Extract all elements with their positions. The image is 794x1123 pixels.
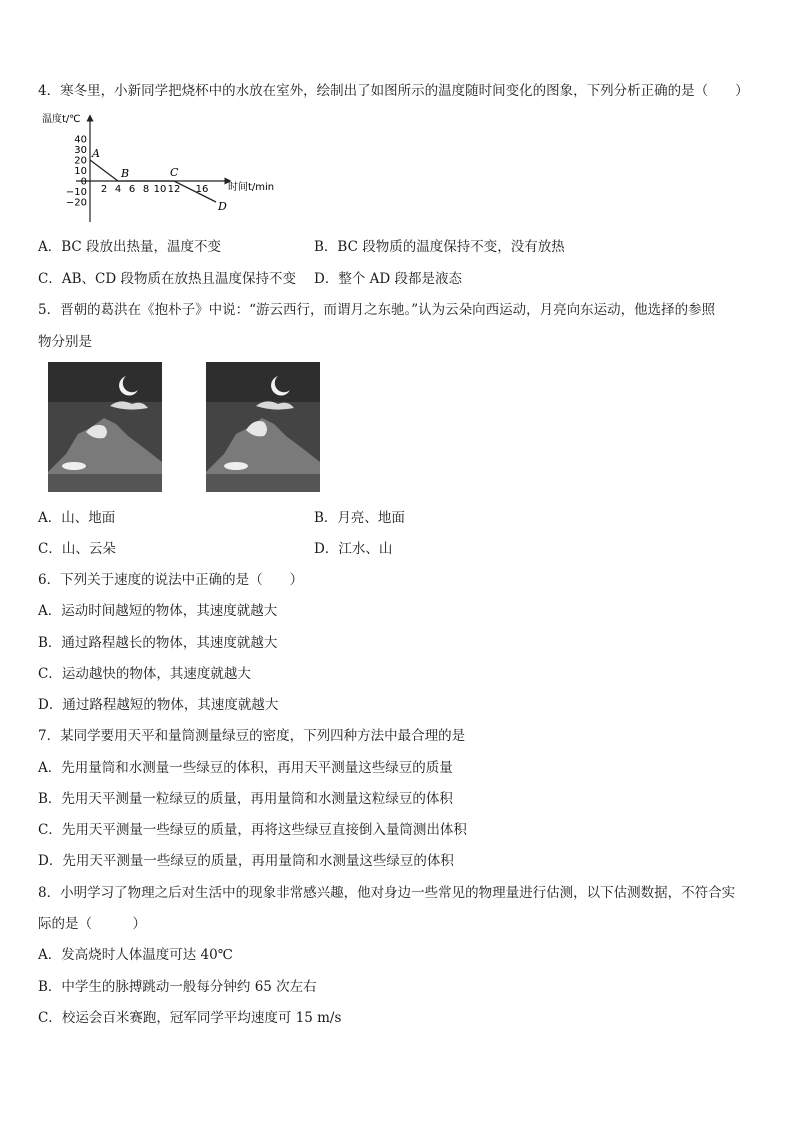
q6-option-c: C．运动越快的物体，其速度就越大 (38, 666, 251, 682)
q6-stem: 6．下列关于速度的说法中正确的是（ ） (38, 572, 304, 588)
y-tick-label: −20 (65, 197, 87, 209)
q5-option-c: C．山、云朵 (38, 541, 116, 557)
x-tick-label: 2 (100, 184, 108, 195)
q5-option-a: A．山、地面 (38, 510, 116, 526)
x-tick-label: 4 (114, 184, 122, 195)
q6-option-d: D．通过路程越短的物体，其速度就越大 (38, 697, 279, 713)
point-label-d: D (218, 200, 227, 213)
q4-option-b: B．BC 段物质的温度保持不变，没有放热 (314, 239, 565, 255)
q5-option-b: B．月亮、地面 (314, 510, 405, 526)
y-tick-label: 20 (74, 155, 87, 167)
q7-option-b: B．先用天平测量一粒绿豆的质量，再用量筒和水测量这粒绿豆的体积 (38, 791, 453, 807)
temperature-time-graph (36, 110, 276, 228)
q5-stem-line1: 5．晋朝的葛洪在《抱朴子》中说：“游云西行，而谓月之东驰。”认为云朵向西运动，月亮向东运动，他选择的参照 (38, 302, 716, 318)
y-tick-label: 0 (80, 176, 87, 188)
illustration-left (48, 362, 162, 492)
x-tick-label: 6 (128, 184, 136, 195)
boat-icon (62, 462, 86, 470)
q5-option-d: D．江水、山 (314, 541, 393, 557)
q8-stem-line2: 际的是（ ） (38, 916, 146, 932)
q6-option-b: B．通过路程越长的物体，其速度就越大 (38, 635, 278, 651)
q8-option-c: C．校运会百米赛跑，冠军同学平均速度可 15 m/s (38, 1010, 342, 1026)
x-tick-label: 16 (195, 184, 209, 195)
y-tick-label: 10 (74, 166, 87, 177)
q4-option-c: C．AB、CD 段物质在放热且温度保持不变 (38, 271, 296, 287)
graph-ylabel: 温度t/℃ (42, 114, 81, 125)
q8-option-b: B．中学生的脉搏跳动一般每分钟约 65 次左右 (38, 979, 317, 995)
point-label-a: A (92, 147, 100, 160)
q7-option-d: D．先用天平测量一些绿豆的质量，再用量筒和水测量这些绿豆的体积 (38, 853, 454, 869)
point-label-c: C (170, 166, 179, 179)
point-label-b: B (121, 167, 130, 180)
q8-stem-line1: 8．小明学习了物理之后对生活中的现象非常感兴趣，他对身边一些常见的物理量进行估测，以下估测数据，不符合实 (38, 885, 736, 901)
q7-stem: 7．某同学要用天平和量筒测量绿豆的密度，下列四种方法中最合理的是 (38, 728, 466, 744)
x-tick-label: 10 (153, 184, 167, 195)
x-tick-label: 12 (167, 184, 181, 195)
q8-option-a: A．发高烧时人体温度可达 40℃ (38, 947, 233, 963)
q7-option-a: A．先用量筒和水测量一些绿豆的体积，再用天平测量这些绿豆的质量 (38, 760, 453, 776)
y-tick-label: −10 (65, 187, 87, 198)
graph-xlabel: 时间t/min (228, 182, 275, 193)
q6-option-a: A．运动时间越短的物体，其速度就越大 (38, 603, 278, 619)
q4-stem: 4．寒冬里，小新同学把烧杯中的水放在室外，绘制出了如图所示的温度随时间变化的图象，下列分析正确的是（ ） (38, 83, 749, 99)
q5-stem-line2: 物分别是 (38, 334, 92, 350)
q4-option-d: D．整个 AD 段都是液态 (314, 271, 462, 287)
x-tick-label: 8 (142, 184, 150, 195)
y-tick-label: 30 (74, 145, 87, 156)
q4-option-a: A．BC 段放出热量，温度不变 (38, 239, 222, 255)
illustration-right (206, 362, 320, 492)
y-tick-label: 40 (74, 134, 87, 146)
boat-icon (224, 462, 248, 470)
q7-option-c: C．先用天平测量一些绿豆的质量，再将这些绿豆直接倒入量筒测出体积 (38, 822, 467, 838)
